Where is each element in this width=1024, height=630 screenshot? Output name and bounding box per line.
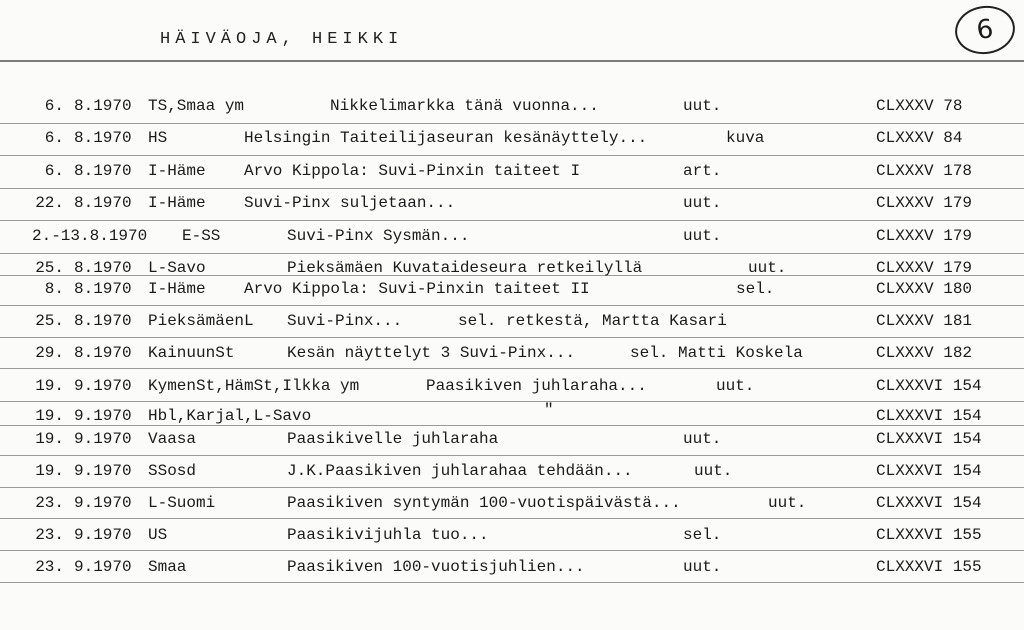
entry-row — [0, 342, 1024, 366]
row-rule — [0, 550, 1024, 551]
entry-reference: CLXXXVI 154 — [876, 377, 982, 395]
entry-source: I-Häme — [148, 162, 206, 180]
entry-day: 6. — [44, 97, 64, 115]
entry-title: J.K.Paasikiven juhlarahaa tehdään... — [287, 462, 633, 480]
row-rule — [0, 368, 1024, 369]
entry-type: sel. retkestä, Martta Kasari — [458, 312, 727, 330]
entry-reference: CLXXXVI 154 — [876, 462, 982, 480]
entry-day: 6. — [44, 162, 64, 180]
row-rule — [0, 582, 1024, 583]
entry-title: Suvi-Pinx suljetaan... — [244, 194, 456, 212]
entry-row — [0, 375, 1024, 399]
entry-date: 8.1970 — [74, 97, 132, 115]
entry-source: HS — [148, 129, 168, 147]
entry-reference: CLXXXVI 154 — [876, 494, 982, 512]
entry-day: 8. — [44, 280, 64, 298]
entry-date: 8.1970 — [74, 129, 132, 147]
entry-source: PieksämäenL — [148, 312, 254, 330]
entry-type: sel. Matti Koskela — [630, 344, 803, 362]
row-rule — [0, 253, 1024, 254]
row-rule — [0, 518, 1024, 519]
entry-day: 19. — [35, 377, 64, 395]
entry-type: uut. — [683, 227, 722, 245]
entry-source: SSosd — [148, 462, 197, 480]
entry-title: Suvi-Pinx... — [287, 312, 403, 330]
entry-date: 8.1970 — [74, 280, 132, 298]
entry-row — [0, 225, 1024, 249]
entry-source: KymenSt,HämSt,Ilkka ym — [148, 377, 360, 395]
entry-reference: CLXXXVI 154 — [876, 430, 982, 448]
entry-reference: CLXXXV 179 — [876, 194, 973, 212]
entry-source: I-Häme — [148, 194, 206, 212]
entry-source: L-Suomi — [148, 494, 216, 512]
entry-type: uut. — [748, 259, 787, 277]
row-rule — [0, 155, 1024, 156]
entry-reference: CLXXXV 78 — [876, 97, 963, 115]
entry-date: 9.1970 — [74, 377, 132, 395]
header-rule — [0, 60, 1024, 62]
entry-type: uut. — [683, 430, 722, 448]
entry-title: Paasikiven juhlaraha... — [426, 377, 647, 395]
page-number-circle: 6 — [952, 2, 1018, 58]
entry-title: Paasikivelle juhlaraha — [287, 430, 499, 448]
entry-type: kuva — [726, 129, 765, 147]
entry-row — [0, 278, 1024, 302]
entry-day: 25. — [35, 312, 64, 330]
entry-reference: CLXXXV 179 — [876, 259, 973, 277]
entry-source: US — [148, 526, 168, 544]
entry-reference: CLXXXVI 155 — [876, 526, 982, 544]
entry-date: 9.1970 — [74, 462, 132, 480]
card-title: HÄIVÄOJA, HEIKKI — [160, 30, 404, 49]
entry-title: Kesän näyttelyt 3 Suvi-Pinx... — [287, 344, 576, 362]
entry-title: Paasikiven syntymän 100-vuotispäivästä... — [287, 494, 681, 512]
entry-reference: CLXXXVI 154 — [876, 407, 982, 425]
row-rule — [0, 220, 1024, 221]
entry-day: 23. — [35, 526, 64, 544]
entry-date: 8.1970 — [74, 344, 132, 362]
entry-type: uut. — [683, 97, 722, 115]
entry-date: 9.1970 — [74, 558, 132, 576]
entry-reference: CLXXXV 181 — [876, 312, 973, 330]
entry-title: Pieksämäen Kuvataideseura retkeilyllä — [287, 259, 643, 277]
entry-row — [0, 524, 1024, 548]
entry-title: Helsingin Taiteilijaseuran kesänäyttely... — [244, 129, 648, 147]
entry-source: Smaa — [148, 558, 187, 576]
entry-title: Suvi-Pinx Sysmän... — [287, 227, 470, 245]
entry-row — [0, 556, 1024, 580]
entry-source: I-Häme — [148, 280, 206, 298]
entry-type: sel. — [736, 280, 775, 298]
entry-type: uut. — [694, 462, 733, 480]
entry-title: Paasikivijuhla tuo... — [287, 526, 489, 544]
entry-date: 8.1970 — [74, 162, 132, 180]
entry-date-range: 2.-13.8.1970 — [32, 227, 148, 245]
entry-date: 8.1970 — [74, 259, 132, 277]
entry-type: art. — [683, 162, 722, 180]
entry-title: Nikkelimarkka tänä vuonna... — [330, 97, 599, 115]
entry-source: TS,Smaa ym — [148, 97, 245, 115]
entry-date: 8.1970 — [74, 194, 132, 212]
entry-day: 22. — [35, 194, 64, 212]
entry-row — [0, 160, 1024, 184]
entry-type: uut. — [716, 377, 755, 395]
entry-reference: CLXXXV 84 — [876, 129, 963, 147]
entry-row — [0, 95, 1024, 119]
entry-reference: CLXXXV 179 — [876, 227, 973, 245]
entry-reference: CLXXXVI 155 — [876, 558, 982, 576]
row-rule — [0, 123, 1024, 124]
entry-type: uut. — [683, 558, 722, 576]
entry-row — [0, 127, 1024, 151]
entry-source: Hbl,Karjal,L-Savo — [148, 407, 312, 425]
entry-day: 6. — [44, 129, 64, 147]
entry-day: 29. — [35, 344, 64, 362]
entry-date: 9.1970 — [74, 407, 132, 425]
entry-day: 19. — [35, 407, 64, 425]
entry-day: 19. — [35, 430, 64, 448]
entry-title: Paasikiven 100-vuotisjuhlien... — [287, 558, 585, 576]
entry-row — [0, 492, 1024, 516]
entry-type: sel. — [683, 526, 722, 544]
entry-title: Arvo Kippola: Suvi-Pinxin taiteet I — [244, 162, 581, 180]
entry-reference: CLXXXV 180 — [876, 280, 973, 298]
row-rule — [0, 487, 1024, 488]
entry-row — [0, 401, 1024, 429]
entry-day: 19. — [35, 462, 64, 480]
entry-title: Arvo Kippola: Suvi-Pinxin taiteet II — [244, 280, 590, 298]
entry-reference: CLXXXV 178 — [876, 162, 973, 180]
entry-source: Vaasa — [148, 430, 197, 448]
entry-day: 25. — [35, 259, 64, 277]
entry-row — [0, 192, 1024, 216]
entry-reference: CLXXXV 182 — [876, 344, 973, 362]
row-rule — [0, 401, 1024, 402]
entry-date: 9.1970 — [74, 494, 132, 512]
row-rule — [0, 188, 1024, 189]
entry-type: uut. — [683, 194, 722, 212]
row-rule — [0, 305, 1024, 306]
entry-source: L-Savo — [148, 259, 206, 277]
row-rule — [0, 337, 1024, 338]
entry-source: KainuunSt — [148, 344, 235, 362]
entry-source: E-SS — [182, 227, 221, 245]
entry-date: 8.1970 — [74, 312, 132, 330]
entry-date: 9.1970 — [74, 430, 132, 448]
entry-day: 23. — [35, 558, 64, 576]
entry-date: 9.1970 — [74, 526, 132, 544]
entry-row — [0, 310, 1024, 334]
ditto-mark: " — [544, 401, 554, 419]
row-rule — [0, 455, 1024, 456]
entry-day: 23. — [35, 494, 64, 512]
entry-row — [0, 428, 1024, 452]
entry-type: uut. — [768, 494, 807, 512]
entry-row — [0, 460, 1024, 484]
